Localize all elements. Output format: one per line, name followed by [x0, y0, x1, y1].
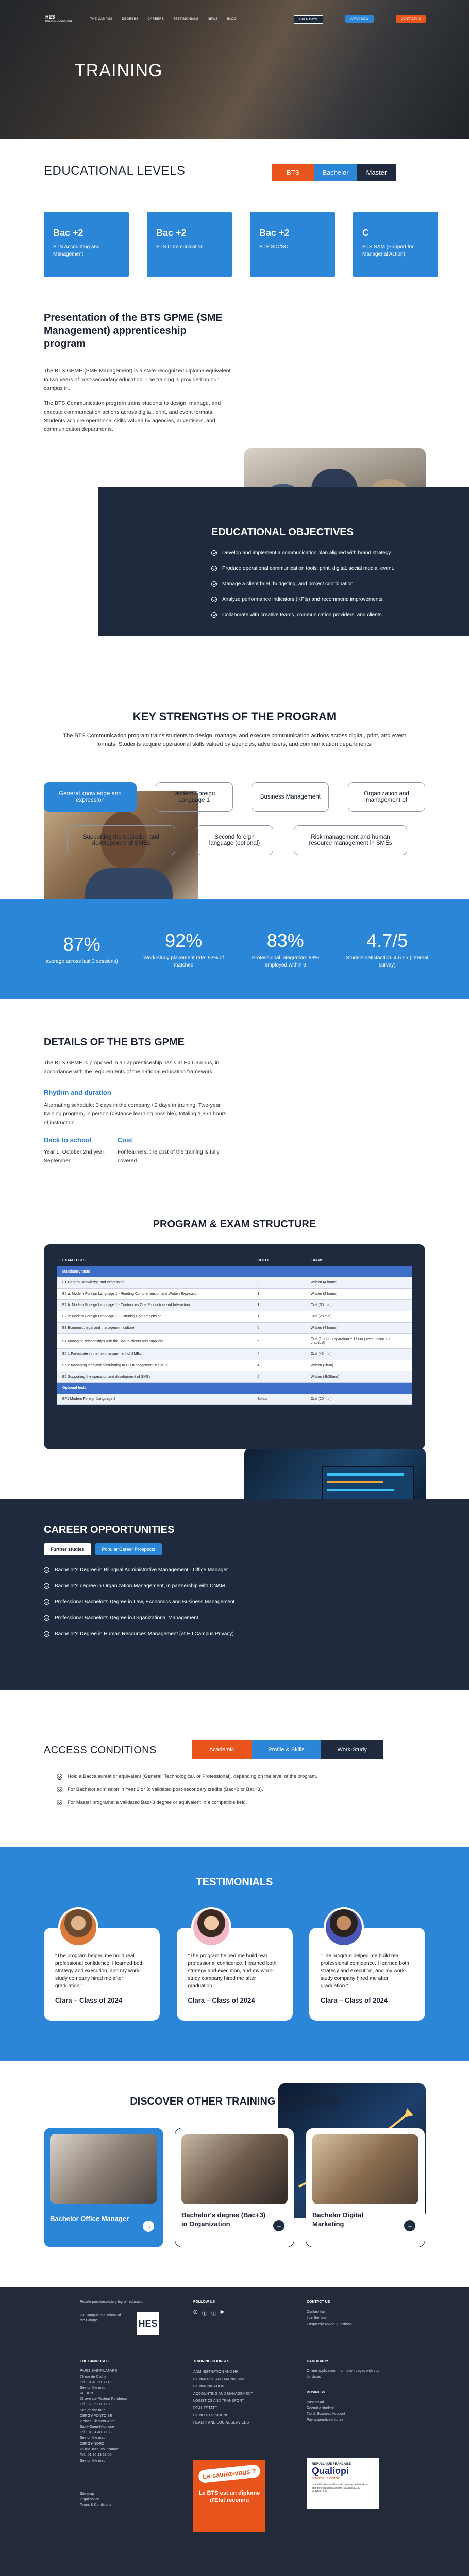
strengths-intro: The BTS Communication program trains students to design, manage, and execute communication actions across digital, print, and event formats. Students acquire operational skills valued by agencies, advertisers, and communication departments. — [63, 733, 406, 748]
table-row: E6 Supporting the operation and development of SMEs 6 Written (4h30min) — [57, 1371, 412, 1383]
tab-bts[interactable]: BTS — [272, 164, 314, 181]
stat-item: 92% Work-study placement rate: 92% of matched — [143, 929, 224, 968]
footer-link[interactable]: See on the map — [80, 2408, 106, 2412]
stats-band — [0, 899, 469, 999]
footer-link[interactable]: HEALTH AND SOCIAL SERVICES — [193, 2421, 249, 2425]
career-item: Professional Bachelor's Degree in Law, Economics and Business Management — [44, 1599, 291, 1605]
arrow-right-icon[interactable]: → — [404, 2220, 415, 2231]
career-list — [44, 1567, 291, 1637]
table-row: EF1 Modern Foreign Language 2 Bonus Oral (20 min) — [57, 1394, 412, 1405]
nav-testimonials[interactable]: TESTIMONIALS — [173, 18, 199, 21]
business-list — [307, 2400, 345, 2423]
access-tabs — [192, 1740, 383, 1759]
footer-link[interactable]: CERGY-NORD — [80, 2442, 105, 2446]
back-to-school-title: Back to school — [44, 1136, 92, 1144]
objective-item: Develop and implement a communication plan aligned with brand strategy. — [211, 550, 438, 556]
strength-chip[interactable]: Supporting the operation and development of SMEs — [67, 825, 175, 855]
objective-item: Analyze performance indicators (KPIs) and recommend improvements. — [211, 597, 438, 602]
table-section-row: Optional tests — [57, 1383, 412, 1394]
footer-link[interactable]: Pay apprenticeship tax — [307, 2418, 343, 2422]
arrow-right-icon[interactable]: → — [273, 2220, 284, 2231]
testimonial-quote: "The program helped me build real professional confidence. I learned both strategy and execution, and my work-study company hired me after graduation." — [188, 1953, 277, 1989]
nav-degrees[interactable]: DEGREES — [122, 18, 139, 21]
discover-title: DISCOVER OTHER TRAINING PROGRAMS — [130, 2096, 339, 2107]
footer-link[interactable]: See on the map — [80, 2386, 106, 2390]
testimonial-quote: "The program helped me build real professional confidence. I learned both strategy and execution, and my work-study company hired me after graduation." — [321, 1953, 409, 1989]
footer-link[interactable]: Recruit a student — [307, 2406, 334, 2411]
table-row: E2 b: Modern Foreign Language 1 - Continuous Oral Production and Interaction 1 Oral (30 min) — [57, 1300, 412, 1311]
table-section-row: Mandatory tests — [57, 1266, 412, 1277]
footer-link[interactable]: LOGISTICS AND TRANSPORT — [193, 2399, 244, 2403]
youtube-icon[interactable]: ▶ — [220, 2309, 225, 2315]
table-row: E5 1 Participate in the risk management of SMEs 4 Oral (45 min) — [57, 1349, 412, 1360]
access-item: For Bachelor admission in Year 3 or 3: validated post-secondary credits (Bac+2 or Bac+3). — [57, 1787, 417, 1792]
contact-title: CONTACT US — [307, 2300, 330, 2304]
levels-tabs — [272, 164, 396, 181]
strengths-title: KEY STRENGTHS OF THE PROGRAM — [132, 710, 337, 723]
presentation-text-2: The BTS Communication program trains students to design, manage, and execute communication actions across digital, print, and event formats. Students acquire operational skills valued by agencies, advertisers, and communication departments. — [44, 400, 221, 433]
footer-link[interactable]: Saint-Ouen-l'Aumone — [80, 2425, 114, 2429]
rhythm-text: Alternating schedule: 3 days in the company / 2 days in training. Two-year training program, in person (distance learning possible), totaling 1,350 hours of instruction. — [44, 1102, 227, 1126]
footer-link[interactable]: 79 rue de Clichy — [80, 2375, 106, 2379]
footer-link[interactable]: 2 place Clement-Ader — [80, 2419, 115, 2424]
promo-head: Le saviez-vous ? — [198, 2464, 261, 2483]
check-icon — [44, 1583, 49, 1589]
presentation-title: Presentation of the BTS GPME (SME Management) apprenticeship program — [44, 312, 223, 349]
footer-link[interactable]: CERGY-PONTOISE — [80, 2414, 112, 2418]
footer-link[interactable]: COMMERCE AND MARKETING — [193, 2378, 246, 2381]
check-icon — [44, 1567, 49, 1573]
strengths-chips-row-1 — [44, 782, 425, 812]
check-icon — [44, 1599, 49, 1605]
footer-link[interactable]: Tel.: 01 34 48 39 33 — [80, 2431, 112, 2435]
strength-chip[interactable]: Risk management and human resource management in SMEs — [294, 825, 407, 855]
open-days-button[interactable]: OPEN DAYS — [294, 15, 323, 24]
testimonial-card — [309, 1928, 425, 2021]
arrow-right-icon[interactable]: → — [143, 2221, 154, 2232]
footer-link[interactable]: ACCOUNTING AND MANAGEMENT — [193, 2392, 253, 2396]
objectives-title: EDUCATIONAL OBJECTIVES — [211, 527, 354, 538]
footer-link[interactable]: COMPUTER SCIENCE — [193, 2414, 231, 2417]
check-icon — [211, 612, 217, 618]
program-card-title: Bachelor Digital Marketing — [312, 2211, 363, 2228]
footer-link[interactable]: Terms & Conditions — [80, 2503, 111, 2507]
level-card[interactable]: C BTS SAM (Support for Managerial Action) — [353, 212, 438, 277]
business-title: BUSINESS — [307, 2391, 325, 2394]
program-card[interactable] — [175, 2128, 294, 2247]
table-column-header: EXAM TESTS — [62, 1259, 86, 1262]
instagram-icon[interactable]: ◎ — [193, 2309, 198, 2315]
courses-list — [193, 2369, 281, 2427]
strength-chip[interactable]: Second foreign language (optional) — [196, 825, 273, 855]
campuses-list — [80, 2369, 157, 2464]
objectives-list — [211, 550, 438, 618]
follow-title: FOLLOW US — [193, 2300, 215, 2304]
structure-title: PROGRAM & EXAM STRUCTURE — [153, 1218, 316, 1230]
qualiopi-name: Qualiopi — [312, 2466, 349, 2476]
footer-link[interactable]: REAL ESTATE — [193, 2406, 217, 2410]
footer-link[interactable]: Online application Information pages with tips for dates — [307, 2369, 379, 2379]
level-card[interactable]: Bac +2 BTS SIO/SC — [250, 212, 335, 277]
main-nav — [90, 18, 237, 21]
testimonials-title: TESTIMONIALS — [196, 1876, 273, 1888]
testimonial-author: Clara – Class of 2024 — [321, 1996, 388, 2004]
check-icon — [57, 1787, 62, 1792]
access-item: For Master programs: a validated Bac+3 degree or equivalent in a compatible field. — [57, 1800, 417, 1805]
footer-link[interactable]: Site map — [80, 2492, 94, 2496]
qualiopi-sub: processus certifie — [312, 2477, 340, 2480]
footer-link[interactable]: Tel.: 02 35 98 30 00 — [80, 2403, 112, 2407]
check-icon — [44, 1631, 49, 1637]
career-title: CAREER OPPORTUNITIES — [44, 1524, 175, 1535]
objective-item: Manage a client brief, budgeting, and project coordination. — [211, 581, 438, 587]
avatar — [324, 1907, 364, 1947]
table-column-header: COEFF — [257, 1259, 270, 1262]
testimonial-card — [177, 1928, 293, 2021]
discover-cards — [44, 2128, 425, 2247]
table-header — [57, 1255, 412, 1266]
stat-item: 83% Professional integration: 83% employed within 6 — [252, 929, 319, 968]
footer-link[interactable]: PARIS SAINT-LAZARE — [80, 2369, 118, 2373]
tab-further-studies[interactable]: Further studies — [44, 1543, 91, 1555]
check-icon — [57, 1800, 62, 1805]
hero-banner — [0, 0, 469, 139]
facebook-icon[interactable]: ⓕ — [202, 2311, 207, 2317]
career-item: Bachelor's degree in Organization Management, in partnership with CNAM — [44, 1583, 291, 1589]
program-card-image — [50, 2134, 157, 2204]
table-row: E4 Managing relationships with the SME's clients and suppliers 6 Oral (1 hour preparation + 1 hour presentation and practical) — [57, 1334, 412, 1349]
access-list — [57, 1774, 417, 1805]
footer-link[interactable]: Tel.: 01 30 13 13 00 — [80, 2453, 112, 2457]
footer-link[interactable]: See on the map — [80, 2459, 106, 2463]
tab-work-study[interactable]: Work-Study — [321, 1740, 383, 1759]
nav-blog[interactable]: BLOG — [227, 18, 237, 21]
presentation-text-1: The BTS GPME (SME Management) is a state-recognized diploma equivalent to two years of post-secondary education. The training is provided on our campus in. — [44, 368, 231, 392]
tab-academic[interactable]: Academic — [192, 1740, 252, 1759]
program-card-title: Bachelor's degree (Bac+3) in Organization — [181, 2211, 266, 2228]
strength-chip[interactable]: General knowledge and expression — [44, 782, 137, 812]
testimonial-author: Clara – Class of 2024 — [55, 1996, 123, 2004]
nav-news[interactable]: NEWS — [208, 18, 218, 21]
back-to-school-text: Year 1: October 2nd year: September — [44, 1149, 106, 1164]
candidacy-title: CANDIDACY — [307, 2360, 328, 2363]
access-title: ACCESS CONDITIONS — [44, 1744, 157, 1756]
strength-chip[interactable]: Business Management — [252, 782, 329, 812]
exam-table — [57, 1255, 412, 1405]
strengths-chips-row-2 — [67, 825, 407, 855]
details-text: The BTS GPME is proposed in an apprenticeship basis at HJ Campus, in accordance with the requirements of the national education framework. — [44, 1060, 220, 1075]
footer-link[interactable]: 26 rue Jacques Ozanam — [80, 2447, 120, 2451]
footer-link[interactable]: Join the team — [307, 2316, 329, 2320]
footer-link[interactable]: 51 avenue Pasteur Rombeau — [80, 2397, 127, 2401]
contact-button[interactable]: CONTACT US — [396, 15, 426, 23]
check-icon — [211, 581, 217, 587]
levels-title: EDUCATIONAL LEVELS — [44, 164, 186, 178]
table-row: E3 Economic, legal and management culture 6 Written (4 hours) — [57, 1323, 412, 1334]
details-title: DETAILS OF THE BTS GPME — [44, 1037, 185, 1048]
footer-link[interactable]: Frequently Asked Questions — [307, 2322, 352, 2326]
campuses-title: THE CAMPUSES — [80, 2360, 109, 2363]
table-row: E1 General knowledge and expression 3 Written (4 hours) — [57, 1277, 412, 1289]
footer-link[interactable]: Legal notice — [80, 2498, 99, 2502]
testimonial-card — [44, 1928, 160, 2021]
career-tabs — [44, 1543, 162, 1555]
footer-address: HJ Campus is a school of the Groupe — [80, 2314, 121, 2323]
promo-text: Le BTS est un diplome d'Etat reconnu — [198, 2490, 260, 2504]
rhythm-title: Rhythm and duration — [44, 1089, 111, 1096]
check-icon — [211, 550, 217, 556]
linkedin-icon[interactable]: ⓘ — [211, 2311, 216, 2317]
check-icon — [211, 597, 217, 602]
strength-chip[interactable]: Modern Foreign Language 1 — [156, 782, 233, 812]
footer-sub-links — [80, 2491, 111, 2509]
testimonial-quote: "The program helped me build real professional confidence. I learned both strategy and execution, and my work-study company hired me after graduation." — [55, 1953, 144, 1989]
tab-bachelor[interactable]: Bachelor — [314, 164, 357, 181]
tab-master[interactable]: Master — [357, 164, 396, 181]
social-icons — [193, 2309, 224, 2317]
program-card-image — [312, 2134, 418, 2204]
table-column-header: EXAMS — [310, 1259, 324, 1262]
promo-box — [193, 2460, 265, 2532]
testimonial-cards — [44, 1928, 425, 2021]
program-card[interactable] — [44, 2128, 163, 2247]
level-card[interactable]: Bac +2 BTS Communication — [147, 212, 232, 277]
nav-careers[interactable]: CAREERS — [147, 18, 164, 21]
courses-title: TRAINING COURSES — [193, 2360, 230, 2363]
testimonial-author: Clara – Class of 2024 — [188, 1996, 255, 2004]
avatar — [58, 1907, 98, 1947]
footer-link[interactable]: Contact form — [307, 2310, 328, 2314]
cost-title: Cost — [118, 1136, 132, 1144]
footer — [0, 2287, 469, 2576]
cost-text: For learners, the cost of the training is fully covered. — [118, 1149, 220, 1164]
footer-intro: Private post-secondary higher education — [80, 2300, 145, 2304]
apply-button[interactable]: APPLY NOW — [345, 15, 374, 23]
footer-link[interactable]: Post an ad — [307, 2401, 324, 2404]
program-card-title: Bachelor Office Manager — [50, 2215, 129, 2223]
site-logo[interactable]: HES HOLDEN EDUCATION — [45, 14, 72, 23]
career-item: Professional Bachelor's Degree in Organizational Management — [44, 1615, 291, 1621]
access-item: Hold a Baccalaureat or equivalent (General, Technological, or Professional), depending on the level of the program. — [57, 1774, 417, 1780]
footer-link[interactable]: ROUEN — [80, 2392, 93, 2396]
objective-item: Collaborate with creative teams, communication providers, and clients. — [211, 612, 438, 618]
levels-cards — [44, 212, 438, 277]
stat-item: 4.7/5 Student satisfaction: 4.6 / 5 (internal survey) — [346, 929, 429, 968]
objective-item: Produce operational communication tools: print, digital, social media, event. — [211, 566, 438, 571]
program-card-image — [181, 2134, 288, 2204]
program-card[interactable] — [306, 2128, 425, 2247]
structure-table-card — [44, 1244, 425, 1449]
footer-link[interactable]: Tel.: 01 40 30 30 40 — [80, 2380, 112, 2384]
qualiopi-badge — [307, 2458, 379, 2509]
qualiopi-republic: REPUBLIQUE FRANCAISE — [312, 2463, 351, 2466]
check-icon — [44, 1615, 49, 1621]
footer-link[interactable]: See on the map — [80, 2436, 106, 2441]
table-row: E2 2: Modern Foreign Language 1 - Listening Comprehension 1 Oral (20 min) — [57, 1311, 412, 1323]
avatar — [191, 1907, 231, 1947]
tab-career-prospects[interactable]: Popular Career Prospects — [95, 1543, 162, 1555]
strength-chip[interactable]: Organization and management of — [348, 782, 425, 812]
tab-profile-skills[interactable]: Profile & Skills — [252, 1740, 321, 1759]
footer-link[interactable]: ADMINISTRATION AND HR — [193, 2370, 239, 2374]
stat-item: 87% average across last 3 sessions) — [45, 933, 118, 964]
nav-campus[interactable]: THE CAMPUS — [90, 18, 113, 21]
table-row: E5 2 Managing staff and contributing to HR management in SMEs 4 Written (2h30) — [57, 1360, 412, 1371]
contact-links — [307, 2309, 352, 2328]
page-title: TRAINING — [75, 61, 163, 80]
footer-logo[interactable]: HES — [137, 2312, 159, 2335]
table-row: E2 a: Modern Foreign Language 1 - Reading Comprehension and Written Expression 1 Written (2 hours) — [57, 1289, 412, 1300]
check-icon — [57, 1774, 62, 1780]
career-item: Bachelor's Degree in Human Resources Management (at HJ Campus Privacy) — [44, 1631, 291, 1637]
check-icon — [211, 566, 217, 571]
level-card[interactable]: Bac +2 BTS Accounting and Management — [44, 212, 129, 277]
career-item: Bachelor's Degree in Bilingual Administrative Management - Office Manager — [44, 1567, 291, 1573]
footer-link[interactable]: Tax & Business Account — [307, 2412, 345, 2416]
footer-link[interactable]: COMMUNICATION — [193, 2385, 225, 2388]
qualiopi-category: La certification qualite a ete delivree au titre de la categorie d'action suivante : ACTIONS DE FORMATION — [312, 2483, 368, 2493]
